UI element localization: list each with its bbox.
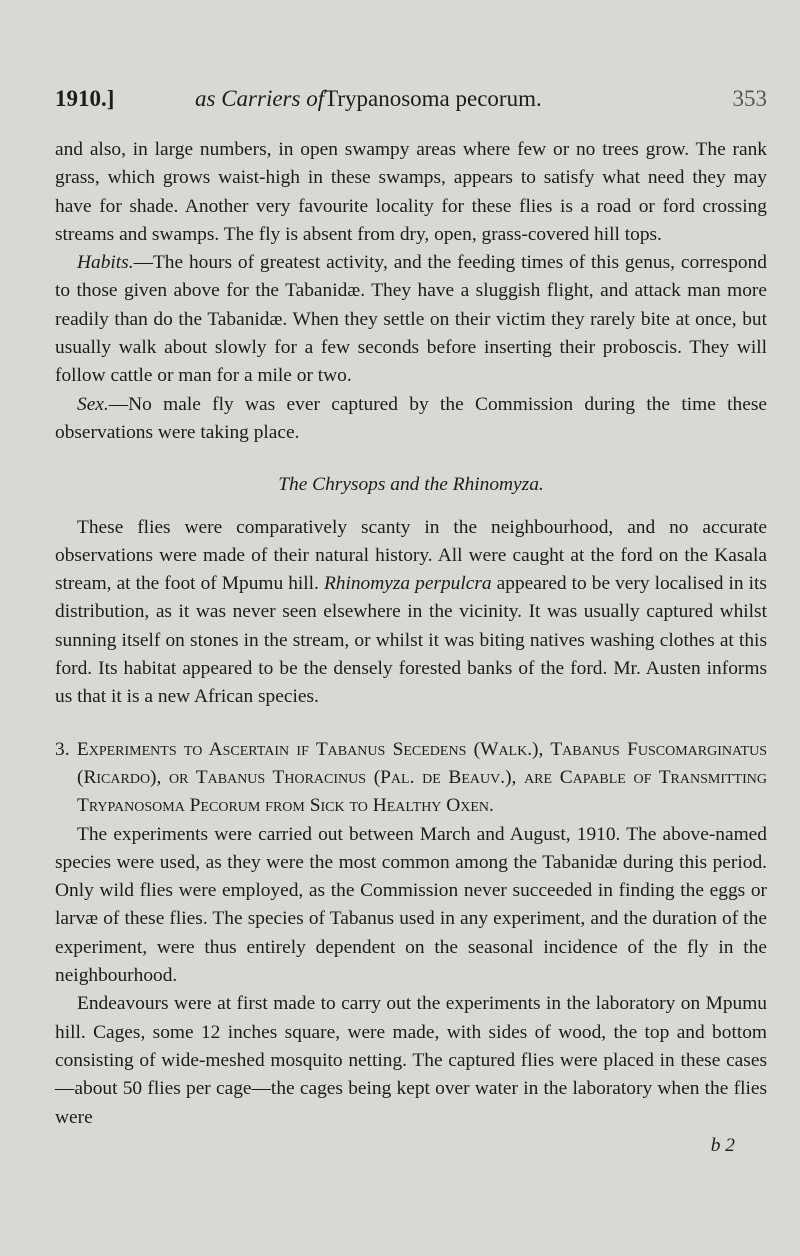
species-name: Rhinomyza perpulcra bbox=[323, 573, 492, 595]
header-title-as: as bbox=[195, 86, 216, 111]
signature-mark bbox=[55, 1132, 767, 1160]
paragraph-endeavours: Endeavours were at first made to carry out the experiments in the laboratory on Mpumu hill. Cages, some 12 inches square, were made, with sides of wood, the top and bottom consisting of wide-meshed mosquito netting. The captured flies were placed in these cases—about 50 flies per cage—the cages being kept over water in the laboratory when the flies were bbox=[55, 993, 767, 1128]
chrysops-text-b: appeared to be very localised in its distribution, as it was never seen elsewhere in the vicinity. It was usually captured whilst sunning itself on stones in the stream, or whilst it was biting natives washing clothes at this ford. Its habitat appeared to be the densely forested banks of the ford. Mr. Austen informs us that it is a new African species. bbox=[55, 573, 767, 708]
sex-label: Sex. bbox=[77, 393, 109, 415]
paragraph-habits bbox=[55, 249, 767, 390]
section-heading bbox=[55, 471, 767, 499]
habits-text: —The hours of greatest activity, and the feeding times of this genus, correspond to those given above for the Tabanidæ. They have a sluggish flight, and attack man more readily than do the Tabanidæ. When they settle on their victim they rarely bite at once, but usually walk about slowly for a few seconds before inserting their proboscis. They will follow cattle or man for a mile or two. bbox=[55, 252, 767, 387]
paragraph-1: and also, in large numbers, in open swampy areas where few or no trees grow. The rank grass, which grows waist-high in these swamps, appears to satisfy what need they may have for shade. Another very favourite locality for these flies is a road or ford crossing streams and swamps. The fly is absent from dry, open, grass-covered hill tops. bbox=[55, 139, 767, 245]
chrysops-text-a: These flies were comparatively scanty in the neighbourhood, and no accurate observations were made of their natural history. All were caught at the ford on the Kasala stream, at the foot of Mpumu hill. bbox=[55, 516, 767, 595]
header-title-carriers: Carriers bbox=[221, 86, 301, 111]
running-header bbox=[55, 86, 767, 120]
habits-label: Habits. bbox=[77, 252, 134, 274]
header-title bbox=[195, 86, 542, 112]
body-text bbox=[55, 136, 767, 1160]
experiment-heading: 3. Experiments to Ascertain if Tabanus Secedens (Walk.), Tabanus Fuscomarginatus (Ricardo), or Tabanus Thoracinus (Pal. de Beauv.), are Capable of Transmitting Trypanosoma Pecorum from Sick to Healthy Oxen. bbox=[55, 738, 767, 817]
paragraph-experiments: The experiments were carried out between March and August, 1910. The above-named species were used, as they were the most common among the Tabanidæ during this period. Only wild flies were employed, as the Commission never succeeded in finding the eggs or larvæ of these flies. The species of Tabanus used in any experiment, and the duration of the experiment, were thus entirely dependent on the seasonal incidence of the fly in the neighbourhood. bbox=[55, 823, 767, 987]
header-title-of: of bbox=[306, 86, 325, 111]
signature-text: b 2 bbox=[710, 1134, 735, 1156]
paragraph-chrysops bbox=[55, 514, 767, 712]
paragraph-sex bbox=[55, 391, 767, 448]
page-number: 353 bbox=[732, 86, 767, 111]
section-heading-text: The Chrysops and the Rhinomyza. bbox=[278, 474, 544, 496]
sex-text: —No male fly was ever captured by the Commission during the time these observations were taking place. bbox=[55, 393, 767, 443]
header-year: 1910.] bbox=[55, 86, 115, 111]
header-title-trypanosoma: Trypanosoma pecorum. bbox=[324, 86, 542, 111]
